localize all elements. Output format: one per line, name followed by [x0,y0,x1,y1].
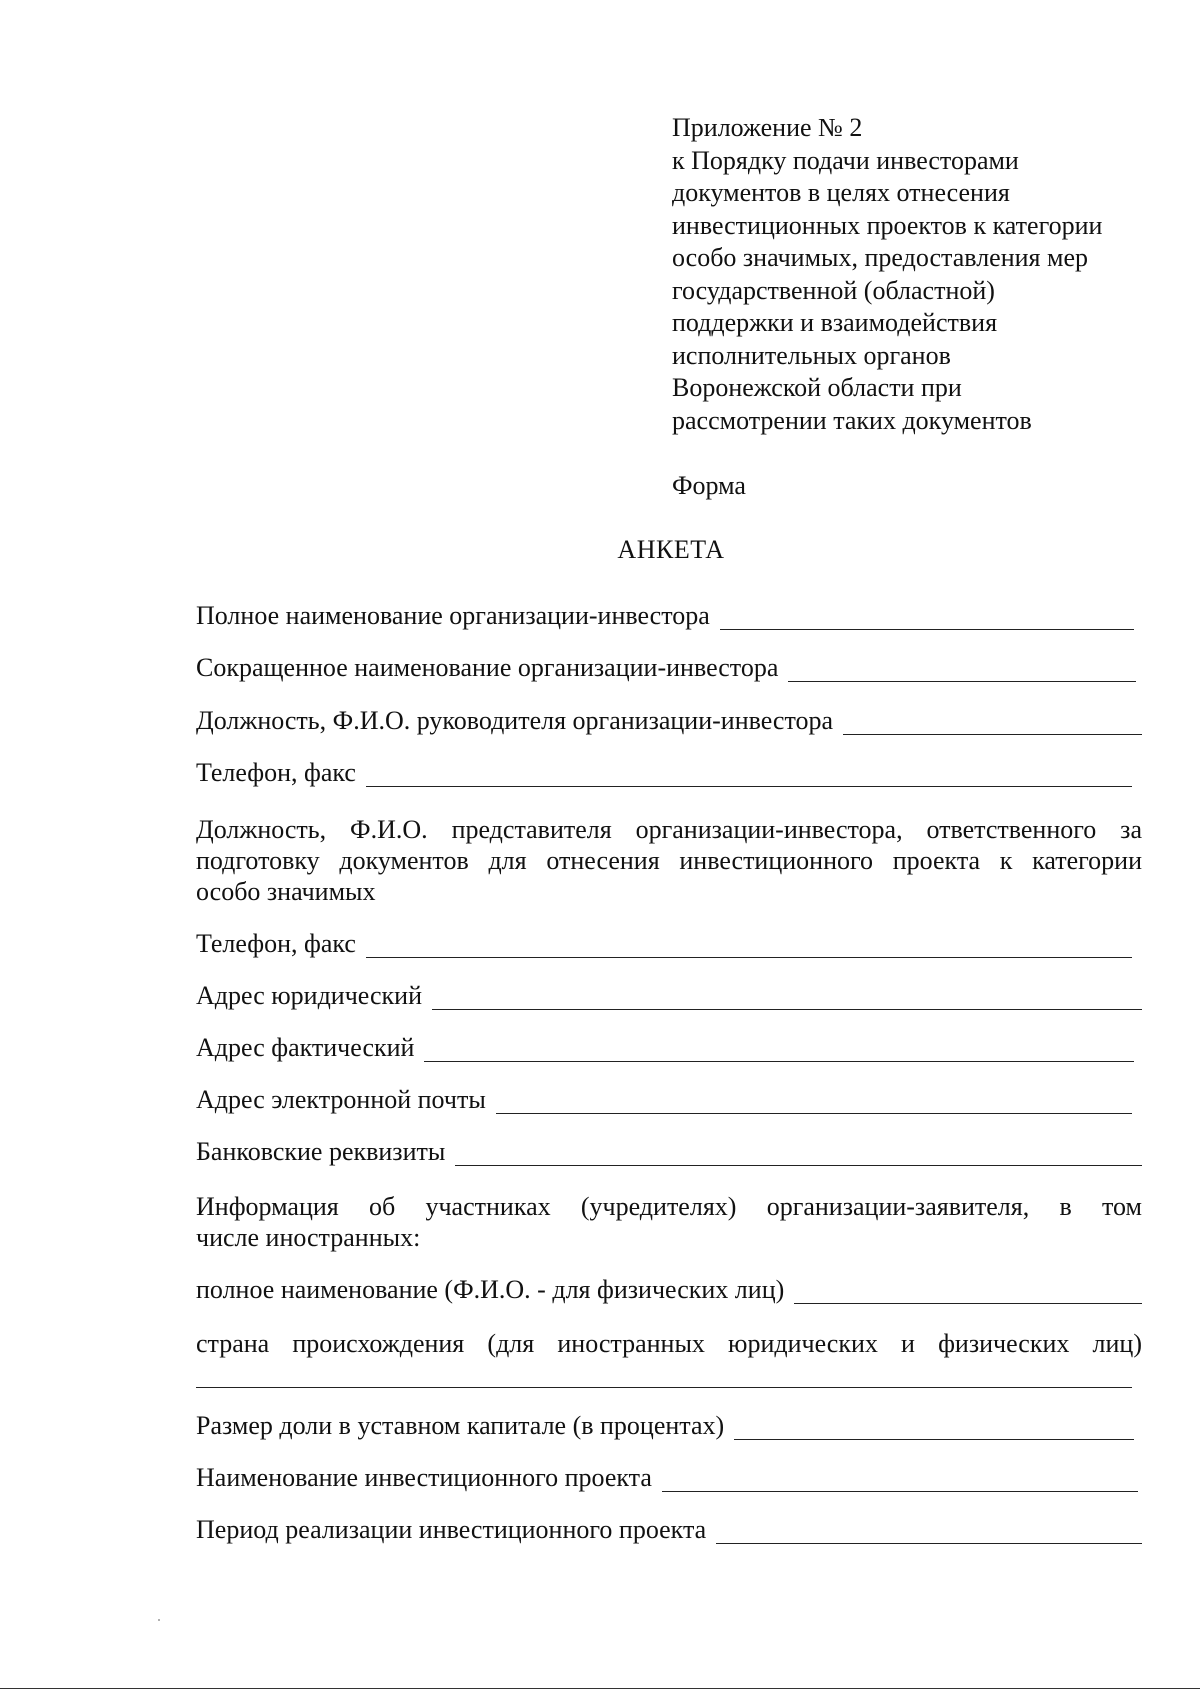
participant-name-input-line[interactable] [794,1279,1142,1304]
phone-fax-label-2: Телефон, факс [196,929,356,958]
origin-country-input-line[interactable] [196,1387,1132,1388]
project-period-label: Период реализации инвестиционного проекта [196,1515,707,1544]
phone-fax-field-2 [196,928,1132,960]
bank-details-input-line[interactable] [455,1141,1142,1166]
participants-line: числе иностранных: [196,1223,421,1252]
phone-fax-label-1: Телефон, факс [196,758,356,787]
actual-address-field [196,1032,1134,1064]
legal-address-input-line[interactable] [432,985,1142,1010]
project-name-input-line[interactable] [662,1467,1138,1492]
full-name-field [196,600,1134,632]
appendix-header [672,112,1172,437]
email-label: Адрес электронной почты [196,1085,486,1114]
email-field [196,1084,1132,1116]
project-name-field [196,1462,1138,1494]
project-period-field [196,1514,1142,1546]
share-size-field [196,1410,1134,1442]
appendix-line: поддержки и взаимодействия [672,308,998,337]
full-name-label: Полное наименование организации-инвестора [196,601,710,630]
representative-line: особо значимых [196,877,376,906]
page-bottom-rule [0,1688,1200,1689]
phone-fax-field-1 [196,757,1132,789]
head-input-line[interactable] [843,710,1142,735]
project-period-input-line[interactable] [716,1519,1142,1544]
origin-country-paragraph [196,1328,1142,1359]
appendix-line: особо значимых, предоставления мер [672,243,1088,272]
short-name-input-line[interactable] [788,657,1136,682]
actual-address-label: Адрес фактический [196,1033,415,1062]
full-name-input-line[interactable] [720,605,1134,630]
participants-paragraph [196,1191,1142,1253]
participant-name-label: полное наименование (Ф.И.О. - для физических лиц) [196,1275,785,1304]
appendix-line: рассмотрении таких документов [672,405,1032,435]
origin-country-label: страна происхождения (для иностранных юридических и физических лиц) [196,1329,1142,1358]
appendix-line: к Порядку подачи инвесторами [672,145,1019,175]
head-field [196,705,1142,737]
bank-details-field [196,1136,1142,1168]
representative-line: подготовку документов для отнесения инвестиционного проекта к категории [196,846,1142,875]
project-name-label: Наименование инвестиционного проекта [196,1463,652,1492]
document-title: АНКЕТА [617,535,725,564]
actual-address-input-line[interactable] [424,1037,1134,1062]
legal-address-label: Адрес юридический [196,981,422,1010]
representative-line: Должность, Ф.И.О. представителя организации-инвестора, ответственного за [196,815,1142,844]
phone-fax-input-line-1[interactable] [366,762,1132,787]
legal-address-field [196,980,1142,1012]
appendix-line: Воронежской области при [672,373,962,402]
appendix-line: государственной (областной) [672,275,995,305]
participants-line: Информация об участниках (учредителях) организации-заявителя, в том [196,1192,1142,1221]
form-label: Форма [672,471,746,500]
appendix-line: Приложение № 2 [672,113,863,142]
appendix-line: инвестиционных проектов к категории [672,210,1103,240]
share-size-input-line[interactable] [734,1415,1134,1440]
email-input-line[interactable] [496,1089,1132,1114]
short-name-label: Сокращенное наименование организации-инвестора [196,653,779,682]
participant-name-field [196,1274,1142,1306]
short-name-field [196,652,1136,684]
bank-details-label: Банковские реквизиты [196,1137,446,1166]
scan-speck [158,1619,160,1621]
appendix-line: документов в целях отнесения [672,178,1010,207]
head-label: Должность, Ф.И.О. руководителя организации-инвестора [196,706,834,735]
share-size-label: Размер доли в уставном капитале (в процентах) [196,1411,725,1440]
appendix-line: исполнительных органов [672,340,951,370]
representative-paragraph [196,814,1142,907]
phone-fax-input-line-2[interactable] [366,933,1132,958]
